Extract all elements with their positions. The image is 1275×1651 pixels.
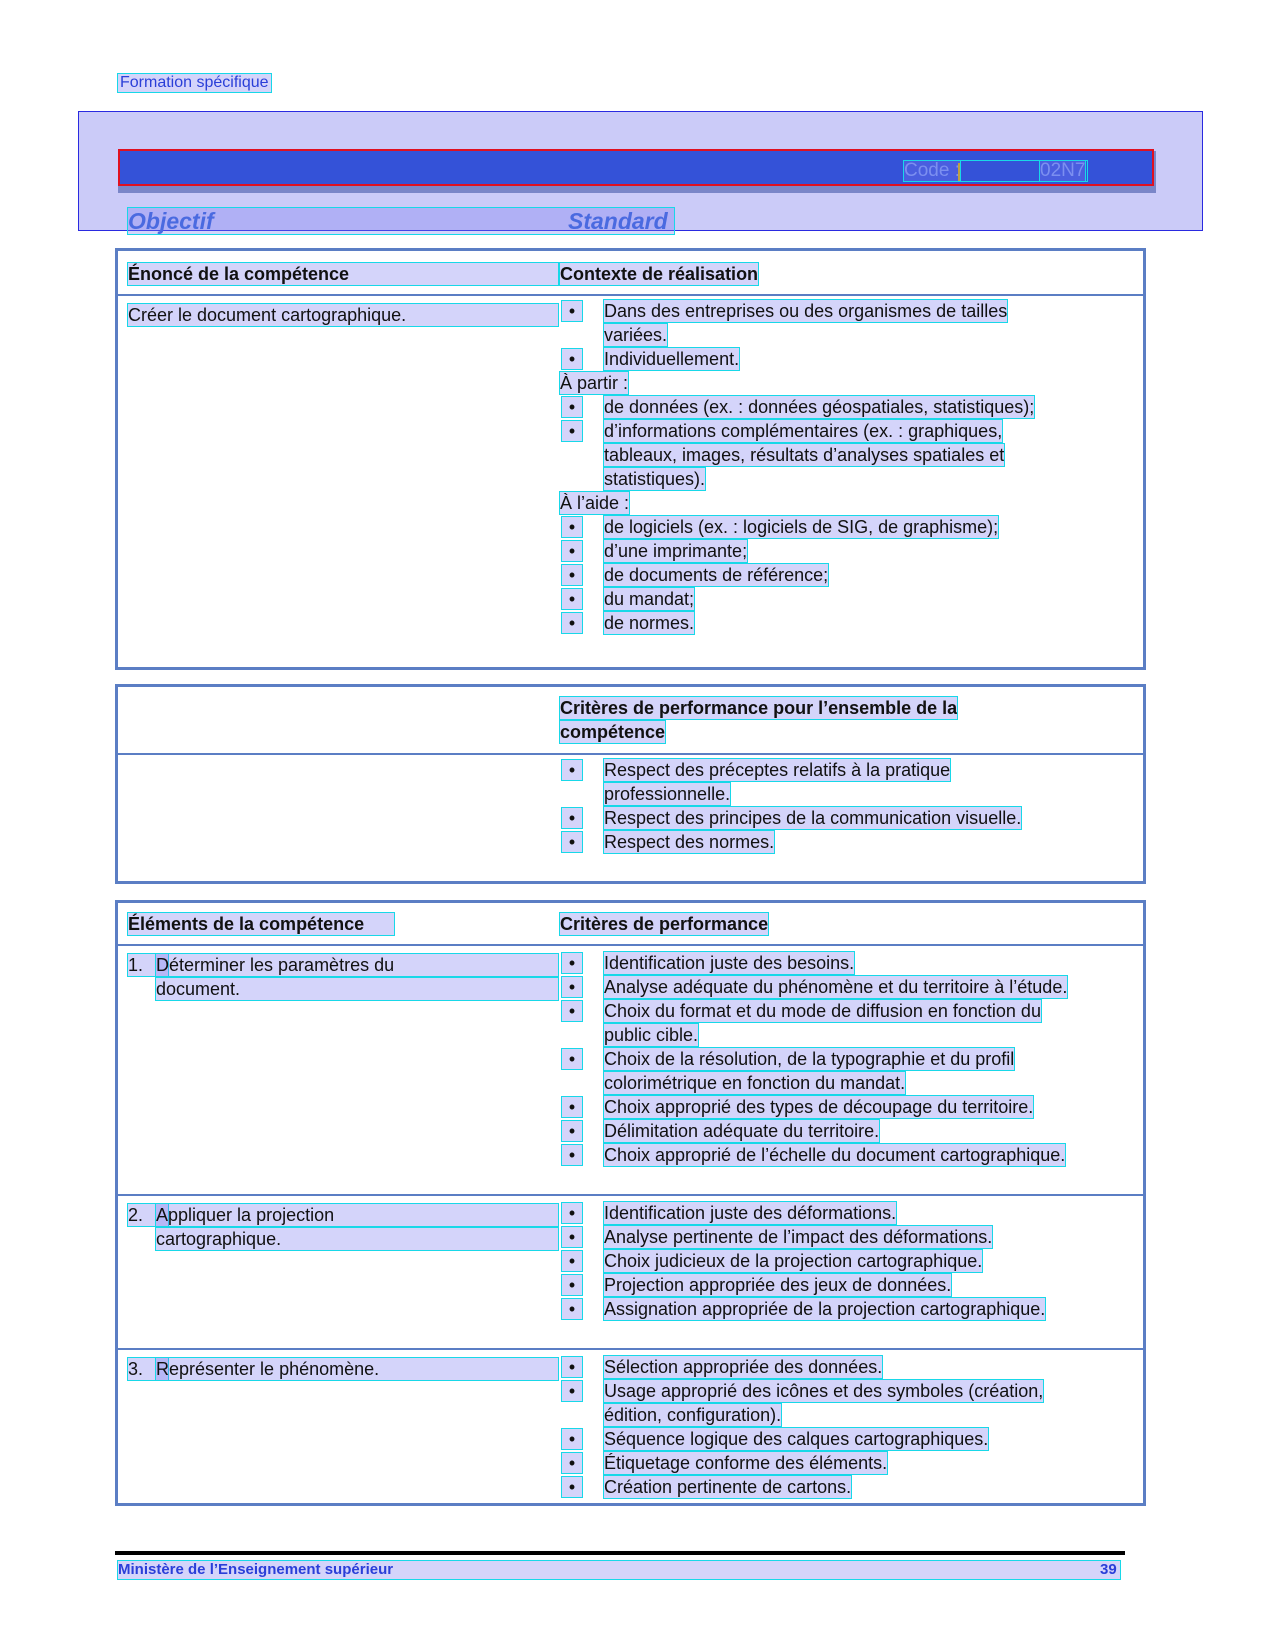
bullet-icon: • <box>562 1477 582 1497</box>
criteria-header: Critères de performance <box>560 914 769 934</box>
bullet-text: Assignation appropriée de la projection cartographique. <box>604 1299 1046 1319</box>
bullet-text: Identification juste des déformations. <box>604 1203 897 1223</box>
bullet-text: de normes. <box>604 613 695 633</box>
bullet-text: public cible. <box>604 1025 699 1045</box>
bullet-icon: • <box>562 1203 582 1223</box>
bullet-text: de logiciels (ex. : logiciels de SIG, de graphisme); <box>604 517 999 537</box>
bullet-icon: • <box>562 760 582 780</box>
bullet-text: Individuellement. <box>604 349 740 369</box>
overall-criteria-divider <box>118 753 1143 755</box>
bullet-text: Choix approprié des types de découpage du territoire. <box>604 1097 1034 1117</box>
element-title: Appliquer la projection <box>156 1204 558 1226</box>
bullet-icon: • <box>562 1381 582 1401</box>
bullet-icon: • <box>562 1275 582 1295</box>
bullet-icon: • <box>562 397 582 417</box>
bullet-icon: • <box>562 613 582 633</box>
bullet-text: de documents de référence; <box>604 565 829 585</box>
bullet-text: Analyse pertinente de l’impact des déformations. <box>604 1227 993 1247</box>
bullet-text: Identification juste des besoins. <box>604 953 855 973</box>
page-number: 39 <box>1100 1561 1117 1578</box>
running-header: Formation spécifique <box>120 74 269 91</box>
bullet-text: Choix de la résolution, de la typographie et du profil <box>604 1049 1015 1069</box>
overall-criteria-header-line: Critères de performance pour l’ensemble de la <box>560 698 958 718</box>
bullet-icon: • <box>562 1049 582 1069</box>
bullet-icon: • <box>562 1145 582 1165</box>
element-divider-2 <box>118 1348 1143 1350</box>
bullet-icon: • <box>562 1453 582 1473</box>
bullet-icon: • <box>562 517 582 537</box>
bullet-text: édition, configuration). <box>604 1405 782 1425</box>
bullet-icon: • <box>562 421 582 441</box>
bullet-text: variées. <box>604 325 668 345</box>
bullet-icon: • <box>562 953 582 973</box>
objective-heading: Objectif <box>128 208 674 234</box>
bullet-icon: • <box>562 1299 582 1319</box>
bullet-icon: • <box>562 589 582 609</box>
competency-statement-header: Énoncé de la compétence <box>128 263 558 285</box>
bullet-icon: • <box>562 541 582 561</box>
bullet-text: Respect des normes. <box>604 832 775 852</box>
elements-header: Éléments de la compétence <box>128 913 394 935</box>
context-subheading: À partir : <box>560 373 629 393</box>
bullet-text: d’informations complémentaires (ex. : graphiques, <box>604 421 1003 441</box>
context-header: Contexte de réalisation <box>560 264 759 284</box>
competency-statement: Créer le document cartographique. <box>128 304 558 326</box>
standard-heading: Standard <box>568 208 668 234</box>
bullet-icon: • <box>562 1251 582 1271</box>
bullet-icon: • <box>562 1429 582 1449</box>
bullet-text: Choix approprié de l’échelle du document cartographique. <box>604 1145 1066 1165</box>
bullet-text: du mandat; <box>604 589 695 609</box>
bullet-text: Respect des principes de la communication visuelle. <box>604 808 1022 828</box>
bullet-icon: • <box>562 1121 582 1141</box>
element-number: 1. <box>128 954 168 976</box>
bullet-text: Choix du format et du mode de diffusion en fonction du <box>604 1001 1041 1021</box>
element-title: cartographique. <box>156 1228 558 1250</box>
bullet-text: Sélection appropriée des données. <box>604 1357 883 1377</box>
bullet-icon: • <box>562 977 582 997</box>
element-title: Déterminer les paramètres du <box>156 954 558 976</box>
element-title: Représenter le phénomène. <box>156 1358 558 1380</box>
bullet-text: colorimétrique en fonction du mandat. <box>604 1073 906 1093</box>
context-table-divider <box>118 294 1143 296</box>
bullet-text: de données (ex. : données géospatiales, statistiques); <box>604 397 1035 417</box>
overall-criteria-header-line: compétence <box>560 722 666 742</box>
bullet-text: Étiquetage conforme des éléments. <box>604 1453 888 1473</box>
element-number: 3. <box>128 1358 168 1380</box>
element-title: document. <box>156 978 558 1000</box>
bullet-text: Délimitation adéquate du territoire. <box>604 1121 880 1141</box>
bullet-icon: • <box>562 1097 582 1117</box>
bullet-text: tableaux, images, résultats d’analyses spatiales et <box>604 445 1005 465</box>
elements-table-divider <box>118 944 1143 946</box>
bullet-text: d’une imprimante; <box>604 541 748 561</box>
bullet-text: Création pertinente de cartons. <box>604 1477 852 1497</box>
bullet-text: Respect des préceptes relatifs à la pratique <box>604 760 951 780</box>
element-number: 2. <box>128 1204 168 1226</box>
bullet-text: professionnelle. <box>604 784 731 804</box>
bullet-text: Dans des entreprises ou des organismes de tailles <box>604 301 1008 321</box>
bullet-icon: • <box>562 808 582 828</box>
bullet-text: Choix judicieux de la projection cartographique. <box>604 1251 983 1271</box>
bullet-text: Analyse adéquate du phénomène et du territoire à l’étude. <box>604 977 1068 997</box>
bullet-icon: • <box>562 301 582 321</box>
bullet-icon: • <box>562 565 582 585</box>
code-label: Code : <box>904 160 960 181</box>
bullet-icon: • <box>562 832 582 852</box>
context-subheading: À l’aide : <box>560 493 630 513</box>
bullet-text: Projection appropriée des jeux de données. <box>604 1275 952 1295</box>
bullet-icon: • <box>562 1357 582 1377</box>
element-divider-1 <box>118 1194 1143 1196</box>
bullet-text: Usage approprié des icônes et des symboles (création, <box>604 1381 1044 1401</box>
bullet-text: Séquence logique des calques cartographiques. <box>604 1429 989 1449</box>
footer-rule <box>115 1551 1125 1555</box>
bullet-icon: • <box>562 349 582 369</box>
footer-publisher: Ministère de l’Enseignement supérieur <box>118 1561 1120 1579</box>
bullet-icon: • <box>562 1001 582 1021</box>
bullet-text: statistiques). <box>604 469 706 489</box>
code-value: 02N7 <box>1040 160 1086 181</box>
bullet-icon: • <box>562 1227 582 1247</box>
